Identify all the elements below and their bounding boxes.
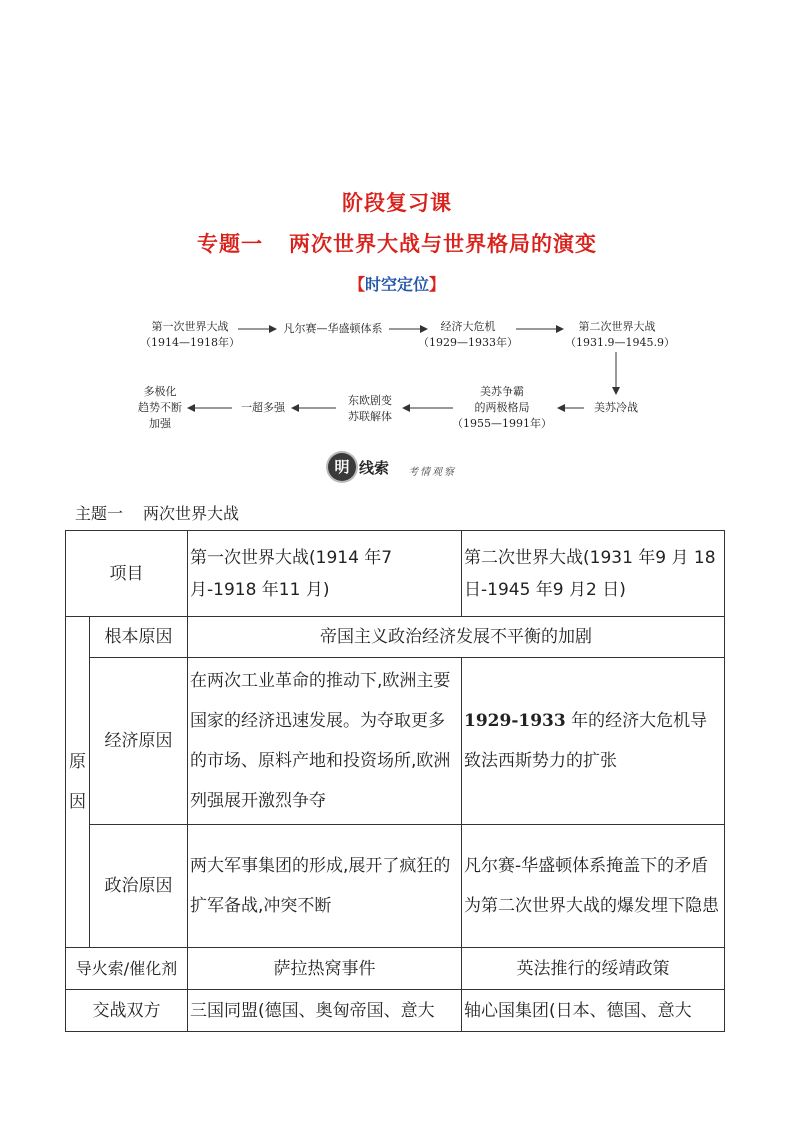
- cause-group-label: 原因: [66, 617, 90, 948]
- ww1-cell: 萨拉热窝事件: [188, 948, 462, 990]
- clue-badge: 明: [328, 453, 356, 481]
- row-label: 根本原因: [90, 617, 188, 658]
- ww1-cell: 在两次工业革命的推动下,欧洲主要国家的经济迅速发展。为夺取更多的市场、原料产地和投资场所,欧洲列强展开激烈争夺: [188, 658, 462, 825]
- page-title: 阶段复习课: [342, 191, 452, 215]
- ww2-cell: 轴心国集团(日本、德国、意大: [462, 990, 725, 1032]
- timeline-node: 第二次世界大战 （1931.9—1945.9）: [565, 320, 675, 349]
- timeline-arrows: [0, 0, 794, 450]
- timeline-node: 多极化 趋势不断 加强: [138, 385, 182, 430]
- table-row: [66, 658, 725, 825]
- header-ww2: 第二次世界大战(1931 年9 月 18 日-1945 年9 月2 日): [462, 531, 725, 617]
- table-row: [66, 948, 725, 990]
- clue-subtitle: 考情观察: [408, 467, 456, 478]
- ww2-cell: 1929-1933 年的经济大危机导致法西斯势力的扩张: [462, 658, 725, 825]
- topic-label: 专题一: [197, 232, 263, 256]
- theme-label: 主题一: [75, 504, 124, 523]
- timeline-node: 一超多强: [241, 401, 285, 414]
- topic-title: 两次世界大战与世界格局的演变: [289, 232, 597, 256]
- row-label: 交战双方: [66, 990, 188, 1032]
- header-ww1: 第一次世界大战(1914 年7 月-1918 年11 月): [188, 531, 462, 617]
- ww1-cell: 两大军事集团的形成,展开了疯狂的扩军备战,冲突不断: [188, 825, 462, 948]
- timeline-node: 东欧剧变 苏联解体: [348, 394, 392, 423]
- table-row: [66, 825, 725, 948]
- table-row: [66, 990, 725, 1032]
- timeline-node: 美苏冷战: [594, 401, 638, 414]
- ww2-cell: 凡尔赛-华盛顿体系掩盖下的矛盾为第二次世界大战的爆发埋下隐患: [462, 825, 725, 948]
- table-row: [66, 531, 725, 617]
- bracket-open: 【: [348, 275, 365, 294]
- section-label: 时空定位: [364, 275, 429, 294]
- ww2-cell: 英法推行的绥靖政策: [462, 948, 725, 990]
- theme-heading: [75, 501, 239, 524]
- row-label: 经济原因: [90, 658, 188, 825]
- timeline-node: 美苏争霸 的两极格局 （1955—1991年）: [452, 385, 552, 430]
- timeline-node: 第一次世界大战 （1914—1918年）: [140, 320, 240, 349]
- header-item: 项目: [66, 531, 188, 617]
- ww1-cell: 三国同盟(德国、奥匈帝国、意大: [188, 990, 462, 1032]
- comparison-table: [65, 530, 725, 1032]
- bracket-close: 】: [429, 275, 446, 294]
- clue-word: 线索: [359, 459, 390, 477]
- theme-title: 两次世界大战: [143, 504, 240, 523]
- row-label: 导火索/催化剂: [66, 948, 188, 990]
- timeline-node: 经济大危机 （1929—1933年）: [418, 320, 518, 349]
- row-label: 政治原因: [90, 825, 188, 948]
- table-row: [66, 617, 725, 658]
- timeline-node: 凡尔赛—华盛顿体系: [283, 322, 383, 335]
- shared-cell: 帝国主义政治经济发展不平衡的加剧: [188, 617, 725, 658]
